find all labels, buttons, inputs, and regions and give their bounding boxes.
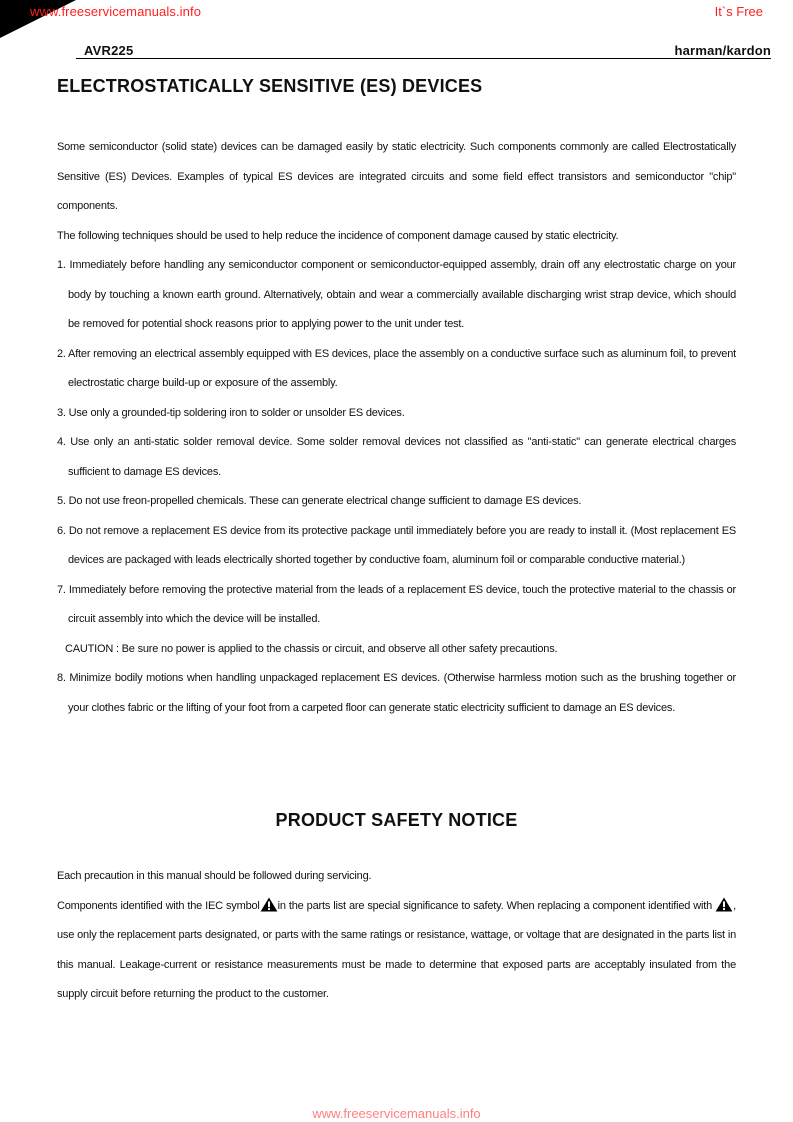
header-model: AVR225 bbox=[84, 43, 134, 58]
header-brand: harman/kardon bbox=[674, 43, 771, 58]
watermark-free-label: It`s Free bbox=[714, 4, 763, 19]
es-intro-paragraph: Some semiconductor (solid state) devices can be damaged easily by static electricity. Such components commonly are called Electrostatically Sensitive (ES) Devices. Examples of typical ES devices are integrated circuits and some field effect transistors and semiconductor "chip" components. bbox=[57, 141, 736, 212]
watermark-link-bottom[interactable]: www.freeservicemanuals.info bbox=[312, 1106, 481, 1121]
safety-text-after-symbol: , use only the replacement parts designated, or parts with the same ratings or resistance, wattage, or voltage that are designated in the parts list in this manual. Leakage-current or resistance measurements must be made to determine that exposed parts are acceptably insulated from the supply circuit before returning the product to the customer. bbox=[57, 899, 737, 1000]
caution-note: CAUTION : Be sure no power is applied to the chassis or circuit, and observe all other safety precautions. bbox=[65, 642, 558, 655]
es-section-body bbox=[57, 133, 736, 723]
product-safety-title: PRODUCT SAFETY NOTICE bbox=[275, 810, 518, 830]
es-list-item: 3. Use only a grounded-tip soldering iron to solder or unsolder ES devices. bbox=[57, 406, 405, 419]
safety-text-between-symbols: in the parts list are special significance to safety. When replacing a component identified with bbox=[277, 899, 713, 912]
es-list-item: 2. After removing an electrical assembly equipped with ES devices, place the assembly on a conductive surface such as aluminum foil, to prevent electrostatic charge build-up or exposure of the assembly. bbox=[57, 347, 736, 389]
iec-warning-triangle-icon bbox=[715, 897, 733, 912]
es-list-item: 4. Use only an anti-static solder removal device. Some solder removal devices not classified as "anti-static" can generate electrical charges sufficient to damage ES devices. bbox=[57, 436, 736, 478]
es-list-item: 1. Immediately before handling any semiconductor component or semiconductor-equipped assembly, drain off any electrostatic charge on your body by touching a known earth ground. Alternatively, obtain and wear a commercially available discharging wrist strap device, which should be removed for potential shock reasons prior to applying power to the unit under test. bbox=[57, 259, 736, 330]
safety-text-before-symbol: Components identified with the IEC symbol bbox=[57, 899, 260, 912]
safety-paragraph-2 bbox=[57, 892, 736, 1010]
es-list-item: 8. Minimize bodily motions when handling unpackaged replacement ES devices. (Otherwise harmless motion such as the brushing together or your clothes fabric or the lifting of your foot from a carpeted floor can generate static electricity sufficient to damage an ES devices. bbox=[57, 672, 736, 714]
es-section-title: ELECTROSTATICALLY SENSITIVE (ES) DEVICES bbox=[57, 76, 483, 96]
header-rule bbox=[76, 58, 771, 59]
safety-paragraph-1: Each precaution in this manual should be followed during servicing. bbox=[57, 870, 372, 882]
iec-warning-triangle-icon bbox=[260, 897, 278, 912]
es-list-item: 6. Do not remove a replacement ES device from its protective package until immediately before you are ready to install it. (Most replacement ES devices are packaged with leads electrically shorted together by conductive foam, aluminum foil or comparable conductive material.) bbox=[57, 524, 736, 566]
es-list-item: 7. Immediately before removing the protective material from the leads of a replacement ES device, touch the protective material to the chassis or circuit assembly into which the device will be installed. bbox=[57, 583, 736, 625]
watermark-link-top[interactable]: www.freeservicemanuals.info bbox=[30, 4, 202, 19]
es-list-item: 5. Do not use freon-propelled chemicals. These can generate electrical change sufficient to damage ES devices. bbox=[57, 495, 582, 507]
product-safety-body bbox=[57, 862, 736, 1010]
es-techniques-lead: The following techniques should be used to help reduce the incidence of component damage caused by static electricity. bbox=[57, 229, 619, 242]
